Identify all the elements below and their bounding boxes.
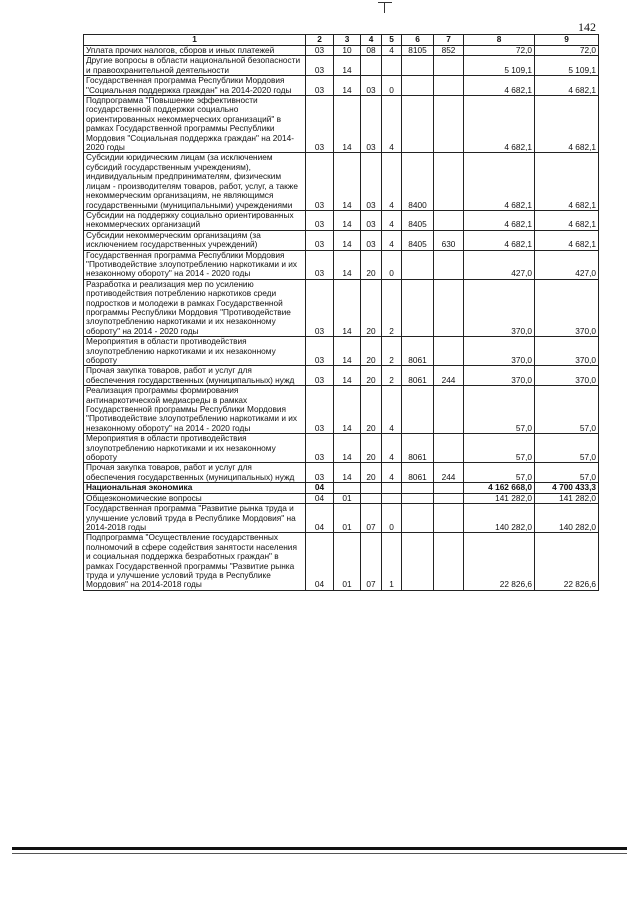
row-value-cell: 10 (334, 46, 361, 56)
header-cell: 9 (535, 35, 599, 46)
row-value-cell: 8061 (402, 366, 434, 386)
row-value-cell: 8405 (402, 210, 434, 230)
row-value-cell (434, 210, 464, 230)
row-value-cell: 5 109,1 (535, 56, 599, 76)
row-value-cell: 370,0 (464, 337, 535, 366)
row-value-cell: 20 (361, 337, 382, 366)
table-row (84, 46, 599, 56)
row-value-cell: 4 (382, 434, 402, 463)
row-value-cell: 14 (334, 463, 361, 483)
row-value-cell: 14 (334, 434, 361, 463)
row-value-cell: 4 682,1 (464, 96, 535, 153)
table-row (84, 279, 599, 336)
row-value-cell: 2 (382, 337, 402, 366)
row-value-cell: 370,0 (464, 366, 535, 386)
table-row (84, 210, 599, 230)
row-value-cell: 4 (382, 386, 402, 434)
header-cell: 5 (382, 35, 402, 46)
row-value-cell (361, 483, 382, 493)
row-value-cell: 01 (334, 493, 361, 503)
row-name-cell: Государственная программа Республики Мордовия "Противодействие злоупотреблению наркотиками и их незаконному обороту" на 2014 - 2020 годы (84, 250, 306, 279)
header-cell: 8 (464, 35, 535, 46)
row-value-cell: 20 (361, 463, 382, 483)
row-value-cell: 14 (334, 279, 361, 336)
row-value-cell: 14 (334, 96, 361, 153)
row-value-cell: 4 (382, 230, 402, 250)
row-name-cell: Государственная программа "Развитие рынка труда и улучшение условий труда в Республике Мордовия" на 2014-2018 годы (84, 504, 306, 533)
row-value-cell: 5 109,1 (464, 56, 535, 76)
row-value-cell: 20 (361, 279, 382, 336)
row-value-cell (402, 96, 434, 153)
row-value-cell: 01 (334, 504, 361, 533)
row-value-cell (434, 76, 464, 96)
row-value-cell: 2 (382, 366, 402, 386)
row-value-cell: 8061 (402, 337, 434, 366)
row-value-cell: 04 (306, 504, 334, 533)
row-value-cell: 57,0 (464, 434, 535, 463)
row-value-cell (361, 493, 382, 503)
row-value-cell: 1 (382, 533, 402, 590)
row-value-cell: 03 (361, 96, 382, 153)
row-value-cell: 0 (382, 76, 402, 96)
row-value-cell: 14 (334, 250, 361, 279)
row-value-cell: 4 682,1 (535, 230, 599, 250)
row-name-cell: Мероприятия в области противодействия злоупотреблению наркотиками и их незаконному обороту (84, 434, 306, 463)
row-value-cell: 04 (306, 533, 334, 590)
row-value-cell: 14 (334, 56, 361, 76)
row-value-cell: 03 (361, 230, 382, 250)
row-value-cell: 14 (334, 337, 361, 366)
row-value-cell: 72,0 (464, 46, 535, 56)
row-value-cell (434, 434, 464, 463)
row-value-cell (434, 483, 464, 493)
row-value-cell: 14 (334, 386, 361, 434)
row-value-cell: 370,0 (535, 366, 599, 386)
row-name-cell: Государственная программа Республики Мордовия "Социальная поддержка граждан" на 2014-2020 годы (84, 76, 306, 96)
row-value-cell: 14 (334, 210, 361, 230)
row-value-cell: 03 (306, 279, 334, 336)
row-value-cell: 370,0 (464, 279, 535, 336)
row-value-cell: 370,0 (535, 279, 599, 336)
row-value-cell: 4 682,1 (464, 210, 535, 230)
row-value-cell: 04 (306, 483, 334, 493)
row-value-cell: 03 (306, 56, 334, 76)
table-row (84, 230, 599, 250)
row-value-cell: 03 (306, 463, 334, 483)
row-value-cell: 22 826,6 (464, 533, 535, 590)
header-cell: 7 (434, 35, 464, 46)
row-value-cell: 141 282,0 (464, 493, 535, 503)
table-row (84, 366, 599, 386)
row-value-cell (382, 56, 402, 76)
row-value-cell: 14 (334, 76, 361, 96)
row-value-cell: 03 (306, 434, 334, 463)
row-value-cell: 03 (306, 76, 334, 96)
row-value-cell (382, 493, 402, 503)
row-value-cell: 03 (306, 250, 334, 279)
row-value-cell (402, 504, 434, 533)
row-value-cell: 03 (306, 96, 334, 153)
row-value-cell: 244 (434, 366, 464, 386)
table-row (84, 533, 599, 590)
row-value-cell: 03 (306, 210, 334, 230)
row-value-cell (402, 250, 434, 279)
row-value-cell: 4 682,1 (464, 153, 535, 210)
row-value-cell (434, 504, 464, 533)
row-value-cell: 03 (306, 230, 334, 250)
row-value-cell (434, 56, 464, 76)
row-value-cell (434, 96, 464, 153)
row-name-cell: Прочая закупка товаров, работ и услуг для обеспечения государственных (муниципальных) нужд (84, 463, 306, 483)
row-value-cell: 03 (306, 337, 334, 366)
row-value-cell: 630 (434, 230, 464, 250)
row-value-cell: 03 (306, 366, 334, 386)
row-value-cell: 22 826,6 (535, 533, 599, 590)
row-name-cell: Мероприятия в области противодействия злоупотреблению наркотиками и их незаконному обороту (84, 337, 306, 366)
row-value-cell: 4 700 433,3 (535, 483, 599, 493)
bottom-rule-thin (12, 853, 627, 854)
row-value-cell: 20 (361, 366, 382, 386)
row-value-cell: 57,0 (464, 386, 535, 434)
row-value-cell: 8105 (402, 46, 434, 56)
row-value-cell: 427,0 (464, 250, 535, 279)
budget-table (83, 34, 599, 591)
header-cell: 3 (334, 35, 361, 46)
header-cell: 1 (84, 35, 306, 46)
page-number: 142 (578, 20, 596, 34)
row-value-cell: 244 (434, 463, 464, 483)
row-name-cell: Субсидии юридическим лицам (за исключением субсидий государственным учреждениям), индивидуальным предпринимателям, физическим лицам - производителям товаров, работ, услуг, а также некоммерческим организациям, не являющимся государственными (муниципальными) учреждениями (84, 153, 306, 210)
row-value-cell: 03 (361, 76, 382, 96)
row-value-cell (361, 56, 382, 76)
row-value-cell (434, 533, 464, 590)
row-value-cell: 03 (306, 46, 334, 56)
row-value-cell: 4 (382, 46, 402, 56)
row-value-cell: 4 682,1 (535, 76, 599, 96)
row-value-cell: 4 (382, 96, 402, 153)
row-name-cell: Подпрограмма "Повышение эффективности государственной поддержки социально ориентированных некоммерческих организаций" в рамках Государственной программы Республики Мордовия "Социальная поддержка граждан" на 2014-2020 годы (84, 96, 306, 153)
row-value-cell (434, 337, 464, 366)
table-row (84, 76, 599, 96)
row-value-cell: 03 (306, 153, 334, 210)
row-value-cell: 4 682,1 (535, 210, 599, 230)
table-row (84, 56, 599, 76)
row-name-cell: Субсидии некоммерческим организациям (за исключением государственных учреждений) (84, 230, 306, 250)
row-name-cell: Реализация программы формирования антинаркотической медиасреды в рамках Государственной программы Республики Мордовия "Противодействие злоупотреблению наркотиками и их незаконному обороту" на 2014 - 2020 годы (84, 386, 306, 434)
table-row (84, 483, 599, 493)
table-row (84, 337, 599, 366)
row-value-cell (402, 76, 434, 96)
row-value-cell: 4 682,1 (535, 96, 599, 153)
row-name-cell: Общеэкономические вопросы (84, 493, 306, 503)
row-name-cell: Субсидии на поддержку социально ориентированных некоммерческих организаций (84, 210, 306, 230)
row-value-cell (434, 386, 464, 434)
table-row (84, 96, 599, 153)
row-value-cell: 4 162 668,0 (464, 483, 535, 493)
table-row (84, 504, 599, 533)
header-cell: 4 (361, 35, 382, 46)
row-value-cell: 0 (382, 250, 402, 279)
row-value-cell: 4 (382, 463, 402, 483)
row-value-cell: 03 (306, 386, 334, 434)
table-row (84, 434, 599, 463)
row-value-cell: 140 282,0 (535, 504, 599, 533)
row-value-cell: 20 (361, 434, 382, 463)
row-value-cell (382, 483, 402, 493)
table-row (84, 493, 599, 503)
table-row (84, 386, 599, 434)
row-name-cell: Другие вопросы в области национальной безопасности и правоохранительной деятельности (84, 56, 306, 76)
row-value-cell (402, 493, 434, 503)
row-value-cell (434, 493, 464, 503)
row-value-cell: 07 (361, 533, 382, 590)
row-value-cell: 4 682,1 (535, 153, 599, 210)
row-value-cell: 4 (382, 210, 402, 230)
row-value-cell: 57,0 (464, 463, 535, 483)
row-value-cell: 8405 (402, 230, 434, 250)
header-cell: 2 (306, 35, 334, 46)
row-value-cell: 140 282,0 (464, 504, 535, 533)
row-name-cell: Прочая закупка товаров, работ и услуг для обеспечения государственных (муниципальных) нужд (84, 366, 306, 386)
row-value-cell (334, 483, 361, 493)
row-value-cell: 4 682,1 (464, 230, 535, 250)
row-value-cell: 141 282,0 (535, 493, 599, 503)
row-value-cell: 01 (334, 533, 361, 590)
row-value-cell: 2 (382, 279, 402, 336)
row-value-cell: 4 682,1 (464, 76, 535, 96)
row-name-cell: Подпрограмма "Осуществление государственных полномочий в сфере содействия занятости населения и социальная поддержка безработных граждан" в рамках Государственной программы "Развитие рынка труда и улучшение условий труда в Республике Мордовия" на 2014-2018 годы (84, 533, 306, 590)
row-value-cell: 57,0 (535, 434, 599, 463)
row-name-cell: Национальная экономика (84, 483, 306, 493)
table-row (84, 250, 599, 279)
row-value-cell (434, 279, 464, 336)
row-value-cell: 03 (361, 153, 382, 210)
row-value-cell: 427,0 (535, 250, 599, 279)
row-value-cell: 14 (334, 366, 361, 386)
row-name-cell: Разработка и реализация мер по усилению противодействия потреблению наркотиков среди подростков и молодежи в рамках Государственной программы Республики Мордовия "Противодействие злоупотреблению наркотиками и их незаконному обороту" на 2014 - 2020 годы (84, 279, 306, 336)
row-value-cell (402, 279, 434, 336)
row-value-cell: 8061 (402, 434, 434, 463)
row-value-cell: 08 (361, 46, 382, 56)
header-cell: 6 (402, 35, 434, 46)
row-value-cell: 03 (361, 210, 382, 230)
row-value-cell: 8061 (402, 463, 434, 483)
row-name-cell: Уплата прочих налогов, сборов и иных платежей (84, 46, 306, 56)
row-value-cell: 20 (361, 386, 382, 434)
row-value-cell: 14 (334, 230, 361, 250)
row-value-cell (434, 250, 464, 279)
row-value-cell: 04 (306, 493, 334, 503)
row-value-cell: 57,0 (535, 386, 599, 434)
row-value-cell: 852 (434, 46, 464, 56)
row-value-cell: 8400 (402, 153, 434, 210)
row-value-cell (402, 483, 434, 493)
row-value-cell: 370,0 (535, 337, 599, 366)
row-value-cell: 14 (334, 153, 361, 210)
row-value-cell (402, 533, 434, 590)
row-value-cell (402, 56, 434, 76)
row-value-cell: 20 (361, 250, 382, 279)
table-header-row (84, 35, 599, 46)
table-row (84, 463, 599, 483)
scan-mark (378, 2, 392, 9)
row-value-cell: 57,0 (535, 463, 599, 483)
row-value-cell (402, 386, 434, 434)
row-value-cell (434, 153, 464, 210)
row-value-cell: 4 (382, 153, 402, 210)
table-row (84, 153, 599, 210)
row-value-cell: 07 (361, 504, 382, 533)
bottom-rule (12, 847, 627, 850)
row-value-cell: 72,0 (535, 46, 599, 56)
row-value-cell: 0 (382, 504, 402, 533)
